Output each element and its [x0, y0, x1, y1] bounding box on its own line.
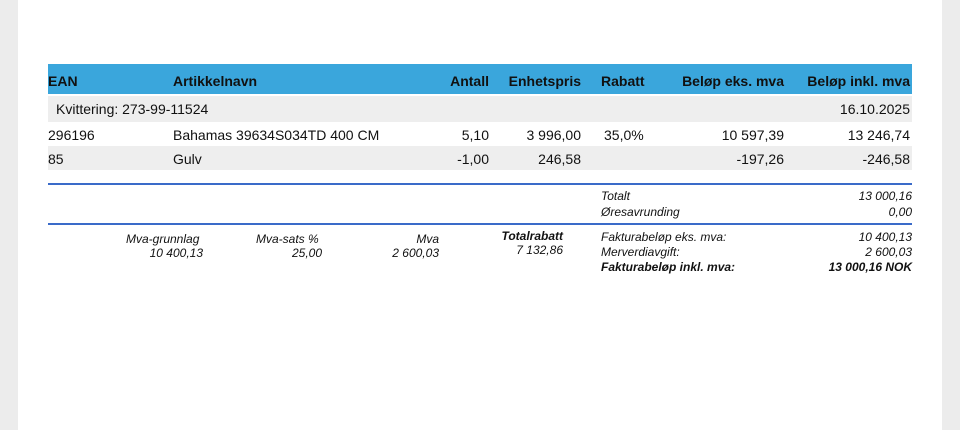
total-value: 13 000,16 — [858, 189, 912, 203]
vat-amount-label: Mva — [416, 232, 439, 246]
row-discount: 35,0% — [604, 127, 644, 143]
vat-rate-value: 25,00 — [291, 246, 322, 260]
row-ean: 85 — [48, 151, 64, 167]
row-quantity: 5,10 — [461, 127, 489, 143]
invoice-ex-vat-value: 10 400,13 — [858, 230, 912, 244]
row-article-name: Gulv — [173, 151, 202, 167]
vat-basis-label: Mva-grunnlag — [126, 232, 200, 246]
row-article-name: Bahamas 39634S034TD 400 CM — [173, 127, 380, 143]
vat-label: Merverdiavgift: — [601, 245, 680, 259]
vat-amount-value: 2 600,03 — [392, 246, 439, 260]
vat-rate-label: Mva-sats % — [256, 232, 319, 246]
vat-value: 2 600,03 — [865, 245, 912, 259]
header-article-name: Artikkelnavn — [173, 73, 258, 89]
header-ean: EAN — [48, 73, 78, 89]
receipt-date: 16.10.2025 — [839, 101, 910, 117]
row-amount-ex-vat: -197,26 — [736, 151, 784, 167]
invoice-inc-vat-value: 13 000,16 NOK — [828, 260, 912, 274]
table-divider — [48, 183, 912, 185]
row-amount-ex-vat: 10 597,39 — [721, 127, 784, 143]
invoice-ex-vat-label: Fakturabeløp eks. mva: — [601, 230, 727, 244]
rounding-value: 0,00 — [888, 205, 912, 219]
vat-basis-value: 10 400,13 — [149, 246, 203, 260]
row-ean: 296196 — [48, 127, 95, 143]
invoice-inc-vat-label: Fakturabeløp inkl. mva: — [601, 260, 736, 274]
row-unit-price: 246,58 — [538, 151, 581, 167]
header-unit-price: Enhetspris — [508, 73, 581, 89]
total-discount-value: 7 132,86 — [516, 243, 563, 257]
row-unit-price: 3 996,00 — [526, 127, 581, 143]
header-amount-ex-vat: Beløp eks. mva — [682, 73, 784, 89]
totals-divider — [48, 223, 912, 225]
total-discount-label: Totalrabatt — [501, 229, 563, 243]
header-amount-inc-vat: Beløp inkl. mva — [807, 73, 910, 89]
rounding-label: Øresavrunding — [601, 205, 680, 219]
header-discount: Rabatt — [601, 73, 645, 89]
receipt-label: Kvittering: 273-99-11524 — [56, 101, 209, 117]
row-amount-inc-vat: -246,58 — [862, 151, 910, 167]
total-label: Totalt — [601, 189, 630, 203]
row-quantity: -1,00 — [457, 151, 489, 167]
header-quantity: Antall — [450, 73, 489, 89]
row-amount-inc-vat: 13 246,74 — [847, 127, 910, 143]
